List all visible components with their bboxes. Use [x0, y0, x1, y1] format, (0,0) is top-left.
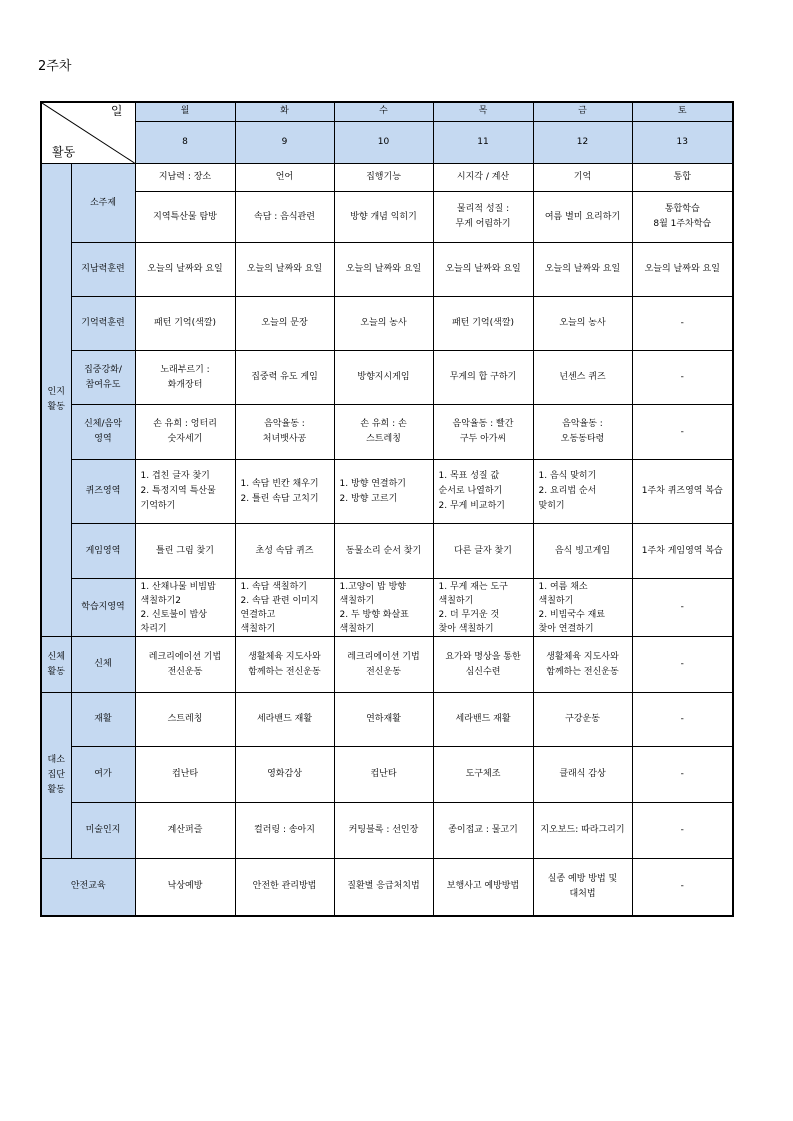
topic-bottom-cell: 속담 : 음식관련	[235, 192, 334, 243]
row-label-worksheet: 학습지영역	[71, 579, 135, 637]
safety-cell: 보행사고 예방방법	[433, 859, 533, 916]
row-label-rehab: 재활	[71, 693, 135, 747]
music-cell: -	[632, 405, 733, 460]
game-cell: 초성 속담 퀴즈	[235, 524, 334, 579]
orientation-cell: 오늘의 날짜와 요일	[433, 243, 533, 297]
memory-cell: 오늘의 문장	[235, 297, 334, 351]
safety-cell: 안전한 관리방법	[235, 859, 334, 916]
rehab-cell: 스트레칭	[135, 693, 235, 747]
topic-top-cell: 언어	[235, 164, 334, 192]
music-cell: 음악율동 : 빨간 구두 아가씨	[433, 405, 533, 460]
date-wed: 10	[334, 121, 433, 163]
worksheet-cell: 1. 무게 재는 도구 색칠하기 2. 더 무거운 것 찾아 색칠하기	[433, 579, 533, 637]
topic-bottom-cell: 지역특산물 탐방	[135, 192, 235, 243]
leisure-cell: 도구체조	[433, 747, 533, 803]
game-cell: 다른 글자 찾기	[433, 524, 533, 579]
group-cognitive: 인지 활동	[41, 164, 71, 637]
focus-cell: 넌센스 퀴즈	[533, 351, 632, 405]
safety-cell: 질환별 응급처치법	[334, 859, 433, 916]
quiz-cell: 1주차 퀴즈영역 복습	[632, 460, 733, 524]
date-sat: 13	[632, 121, 733, 163]
quiz-cell: 1. 방향 연결하기 2. 방향 고르기	[334, 460, 433, 524]
memory-cell: -	[632, 297, 733, 351]
row-label-leisure: 여가	[71, 747, 135, 803]
leisure-cell: 영화감상	[235, 747, 334, 803]
memory-cell: 오늘의 농사	[533, 297, 632, 351]
page-title: 2주차	[38, 59, 72, 74]
row-label-focus: 집중강화/ 참여유도	[71, 351, 135, 405]
art-cell: 커팅블록 : 선인장	[334, 803, 433, 859]
worksheet-cell: 1. 여름 채소 색칠하기 2. 비빔국수 재료 찾아 연결하기	[533, 579, 632, 637]
corner-day-label: 일	[110, 104, 123, 118]
game-cell: 1주차 게임영역 복습	[632, 524, 733, 579]
day-wed: 수	[334, 102, 433, 121]
focus-cell: 집중력 유도 게임	[235, 351, 334, 405]
topic-bottom-cell: 방향 개념 익히기	[334, 192, 433, 243]
worksheet-cell: 1. 산채나물 비빔밥 색칠하기2 2. 신토불이 밥상 차리기	[135, 579, 235, 637]
art-cell: -	[632, 803, 733, 859]
topic-bottom-cell: 여름 별미 요리하기	[533, 192, 632, 243]
safety-cell: 실종 예방 방법 및 대처법	[533, 859, 632, 916]
row-label-body: 신체	[71, 637, 135, 693]
row-label-orientation: 지남력훈련	[71, 243, 135, 297]
music-cell: 손 유희 : 엉터리 숫자세기	[135, 405, 235, 460]
row-label-game: 게임영역	[71, 524, 135, 579]
topic-top-cell: 통합	[632, 164, 733, 192]
topic-top-cell: 지남력 : 장소	[135, 164, 235, 192]
body-cell: 레크리에이션 기법 전신운동	[334, 637, 433, 693]
leisure-cell: 컵난타	[334, 747, 433, 803]
row-label-safety: 안전교육	[41, 859, 135, 916]
day-thu: 목	[433, 102, 533, 121]
day-fri: 금	[533, 102, 632, 121]
body-cell: 생활체육 지도사와 함께하는 전신운동	[235, 637, 334, 693]
row-label-topic: 소주제	[71, 164, 135, 243]
worksheet-cell: 1. 속담 색칠하기 2. 속담 관련 이미지 연결하고 색칠하기	[235, 579, 334, 637]
day-sat: 토	[632, 102, 733, 121]
body-cell: 요가와 명상을 통한 심신수련	[433, 637, 533, 693]
orientation-cell: 오늘의 날짜와 요일	[334, 243, 433, 297]
weekly-schedule-table	[40, 101, 734, 917]
group-group-activity: 대소 집단 활동	[41, 693, 71, 859]
memory-cell: 오늘의 농사	[334, 297, 433, 351]
date-mon: 8	[135, 121, 235, 163]
music-cell: 손 유희 : 손 스트레칭	[334, 405, 433, 460]
orientation-cell: 오늘의 날짜와 요일	[135, 243, 235, 297]
game-cell: 음식 빙고게임	[533, 524, 632, 579]
focus-cell: 노래부르기 : 화개장터	[135, 351, 235, 405]
worksheet-cell: 1.고양이 밥 방향 색칠하기 2. 두 방향 화살표 색칠하기	[334, 579, 433, 637]
game-cell: 동물소리 순서 찾기	[334, 524, 433, 579]
worksheet-cell: -	[632, 579, 733, 637]
music-cell: 음악율동 : 처녀뱃사공	[235, 405, 334, 460]
art-cell: 계산퍼즐	[135, 803, 235, 859]
rehab-cell: -	[632, 693, 733, 747]
header-corner	[41, 102, 135, 164]
focus-cell: 무게의 합 구하기	[433, 351, 533, 405]
leisure-cell: 컵난타	[135, 747, 235, 803]
memory-cell: 패턴 기억(색깔)	[135, 297, 235, 351]
art-cell: 종이접교 : 물고기	[433, 803, 533, 859]
quiz-cell: 1. 음식 맞히기 2. 요리법 순서 맞히기	[533, 460, 632, 524]
rehab-cell: 구강운동	[533, 693, 632, 747]
row-label-art: 미술인지	[71, 803, 135, 859]
topic-bottom-cell: 물리적 성질 : 무게 어림하기	[433, 192, 533, 243]
row-label-quiz: 퀴즈영역	[71, 460, 135, 524]
orientation-cell: 오늘의 날짜와 요일	[235, 243, 334, 297]
rehab-cell: 세라밴드 재활	[433, 693, 533, 747]
quiz-cell: 1. 겹친 글자 찾기 2. 특정지역 특산물 기억하기	[135, 460, 235, 524]
body-cell: -	[632, 637, 733, 693]
body-cell: 생활체육 지도사와 함께하는 전신운동	[533, 637, 632, 693]
orientation-cell: 오늘의 날짜와 요일	[533, 243, 632, 297]
quiz-cell: 1. 목표 성질 값 순서로 나열하기 2. 무게 비교하기	[433, 460, 533, 524]
art-cell: 지오보드: 따라그리기	[533, 803, 632, 859]
topic-bottom-cell: 통합학습 8월 1주차학습	[632, 192, 733, 243]
safety-cell: 낙상예방	[135, 859, 235, 916]
topic-top-cell: 기억	[533, 164, 632, 192]
group-physical: 신체 활동	[41, 637, 71, 693]
game-cell: 틀린 그림 찾기	[135, 524, 235, 579]
focus-cell: -	[632, 351, 733, 405]
date-thu: 11	[433, 121, 533, 163]
day-mon: 월	[135, 102, 235, 121]
date-tue: 9	[235, 121, 334, 163]
day-tue: 화	[235, 102, 334, 121]
music-cell: 음악율동 : 오동동타령	[533, 405, 632, 460]
corner-activity-label: 활동	[52, 145, 76, 159]
topic-top-cell: 시지각 / 계산	[433, 164, 533, 192]
body-cell: 레크리에이션 기법 전신운동	[135, 637, 235, 693]
date-fri: 12	[533, 121, 632, 163]
quiz-cell: 1. 속담 빈칸 채우기 2. 틀린 속담 고치기	[235, 460, 334, 524]
memory-cell: 패턴 기억(색깔)	[433, 297, 533, 351]
safety-cell: -	[632, 859, 733, 916]
topic-top-cell: 집행기능	[334, 164, 433, 192]
leisure-cell: -	[632, 747, 733, 803]
row-label-memory: 기억력훈련	[71, 297, 135, 351]
orientation-cell: 오늘의 날짜와 요일	[632, 243, 733, 297]
focus-cell: 방향지시게임	[334, 351, 433, 405]
rehab-cell: 세라밴드 재활	[235, 693, 334, 747]
rehab-cell: 연하재활	[334, 693, 433, 747]
leisure-cell: 클래식 감상	[533, 747, 632, 803]
row-label-music: 신체/음악 영역	[71, 405, 135, 460]
art-cell: 컬러링 : 송아지	[235, 803, 334, 859]
